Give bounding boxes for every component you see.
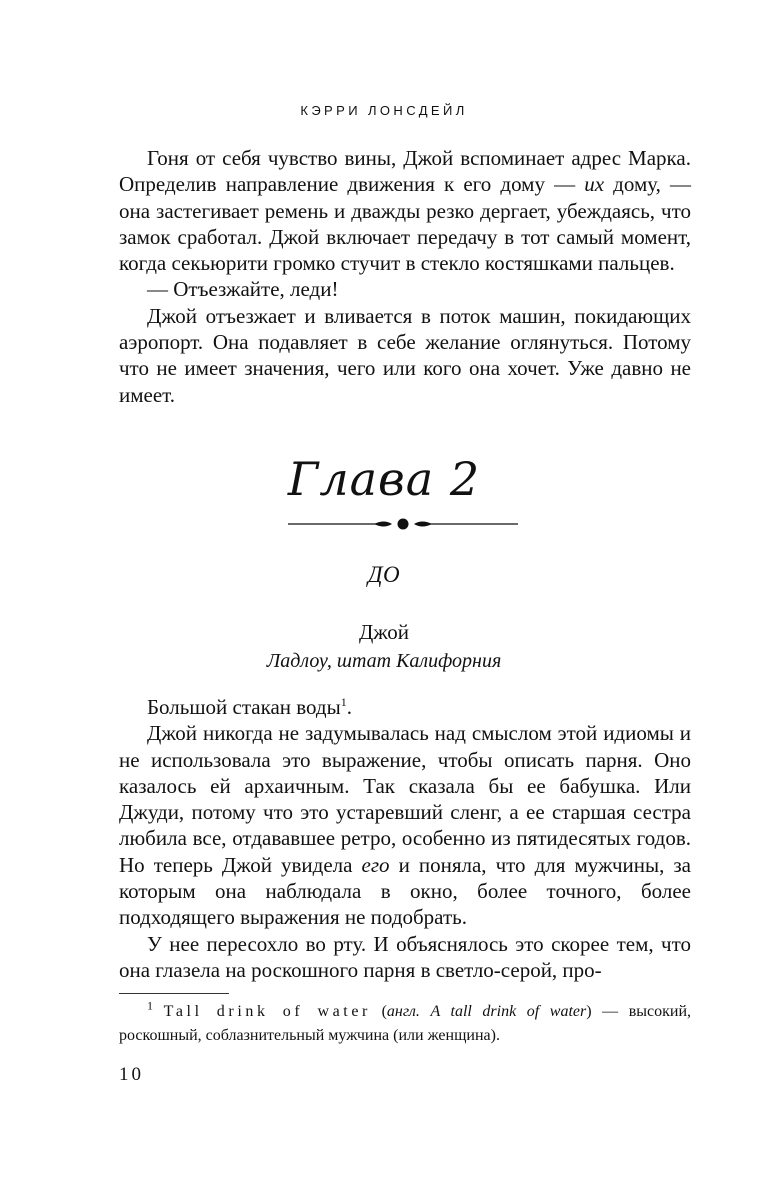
paragraph: Гоня от себя чувство вины, Джой вспоминает адрес Марка. Определив направление движения к его дому — их дому, — она застегивает ремень и дважды резко дергает, убеждаясь, что замок сработал. Джой включает передачу в тот самый момент, когда секьюрити громко стучит в стекло костяшками пальцев. [119,146,691,276]
dialogue-line: — Отъезжайте, леди! [147,277,339,302]
chapter-ornament-divider [288,514,518,534]
section-label: ДО [367,562,401,587]
footnote-ref: 1 [340,695,347,709]
paragraph: Джой никогда не задумывалась над смыслом этой идиомы и не использовала это выражение, чтобы описать парня. Оно казалось ей архаичным. Так сказала бы ее бабушка. Или Джуди, потому что это устаревший сленг, а ее старшая сестра любила все, отдававшее ретро, особенно из пятидесятых годов. Но теперь Джой увидела его и поняла, что для мужчины, за которым она наблюдала в окно, более точного, более подходящего выражения не подобрать. [119,721,692,930]
running-head: КЭРРИ ЛОНСДЕЙЛ [300,103,468,118]
footnote: $^1$ Tall drink of water (англ. A tall drink of water) — высокий, роскошный, соблазнительный мужчина (или женщина). [119,998,692,1044]
opening-text-block [119,145,691,408]
page-number: 10 [119,1064,144,1085]
pov-character-name: Джой [358,620,410,644]
footnote-rule [119,993,229,994]
pov-location: Ладлоу, штат Калифорния [266,650,502,672]
chapter-text-block [119,694,691,983]
paragraph: Джой отъезжает и вливается в поток машин, покидающих аэропорт. Она подавляет в себе желание оглянуться. Потому что не имеет значения, чего или кого она хочет. Уже давно не имеет. [119,303,691,407]
paragraph: У нее пересохло во рту. И объяснялось это скорее тем, что она глазела на роскошного парня в светло-серой, про- [119,931,691,982]
paragraph: Большой стакан воды$^1$. [147,695,352,719]
chapter-title: Глава 2 [287,452,481,506]
